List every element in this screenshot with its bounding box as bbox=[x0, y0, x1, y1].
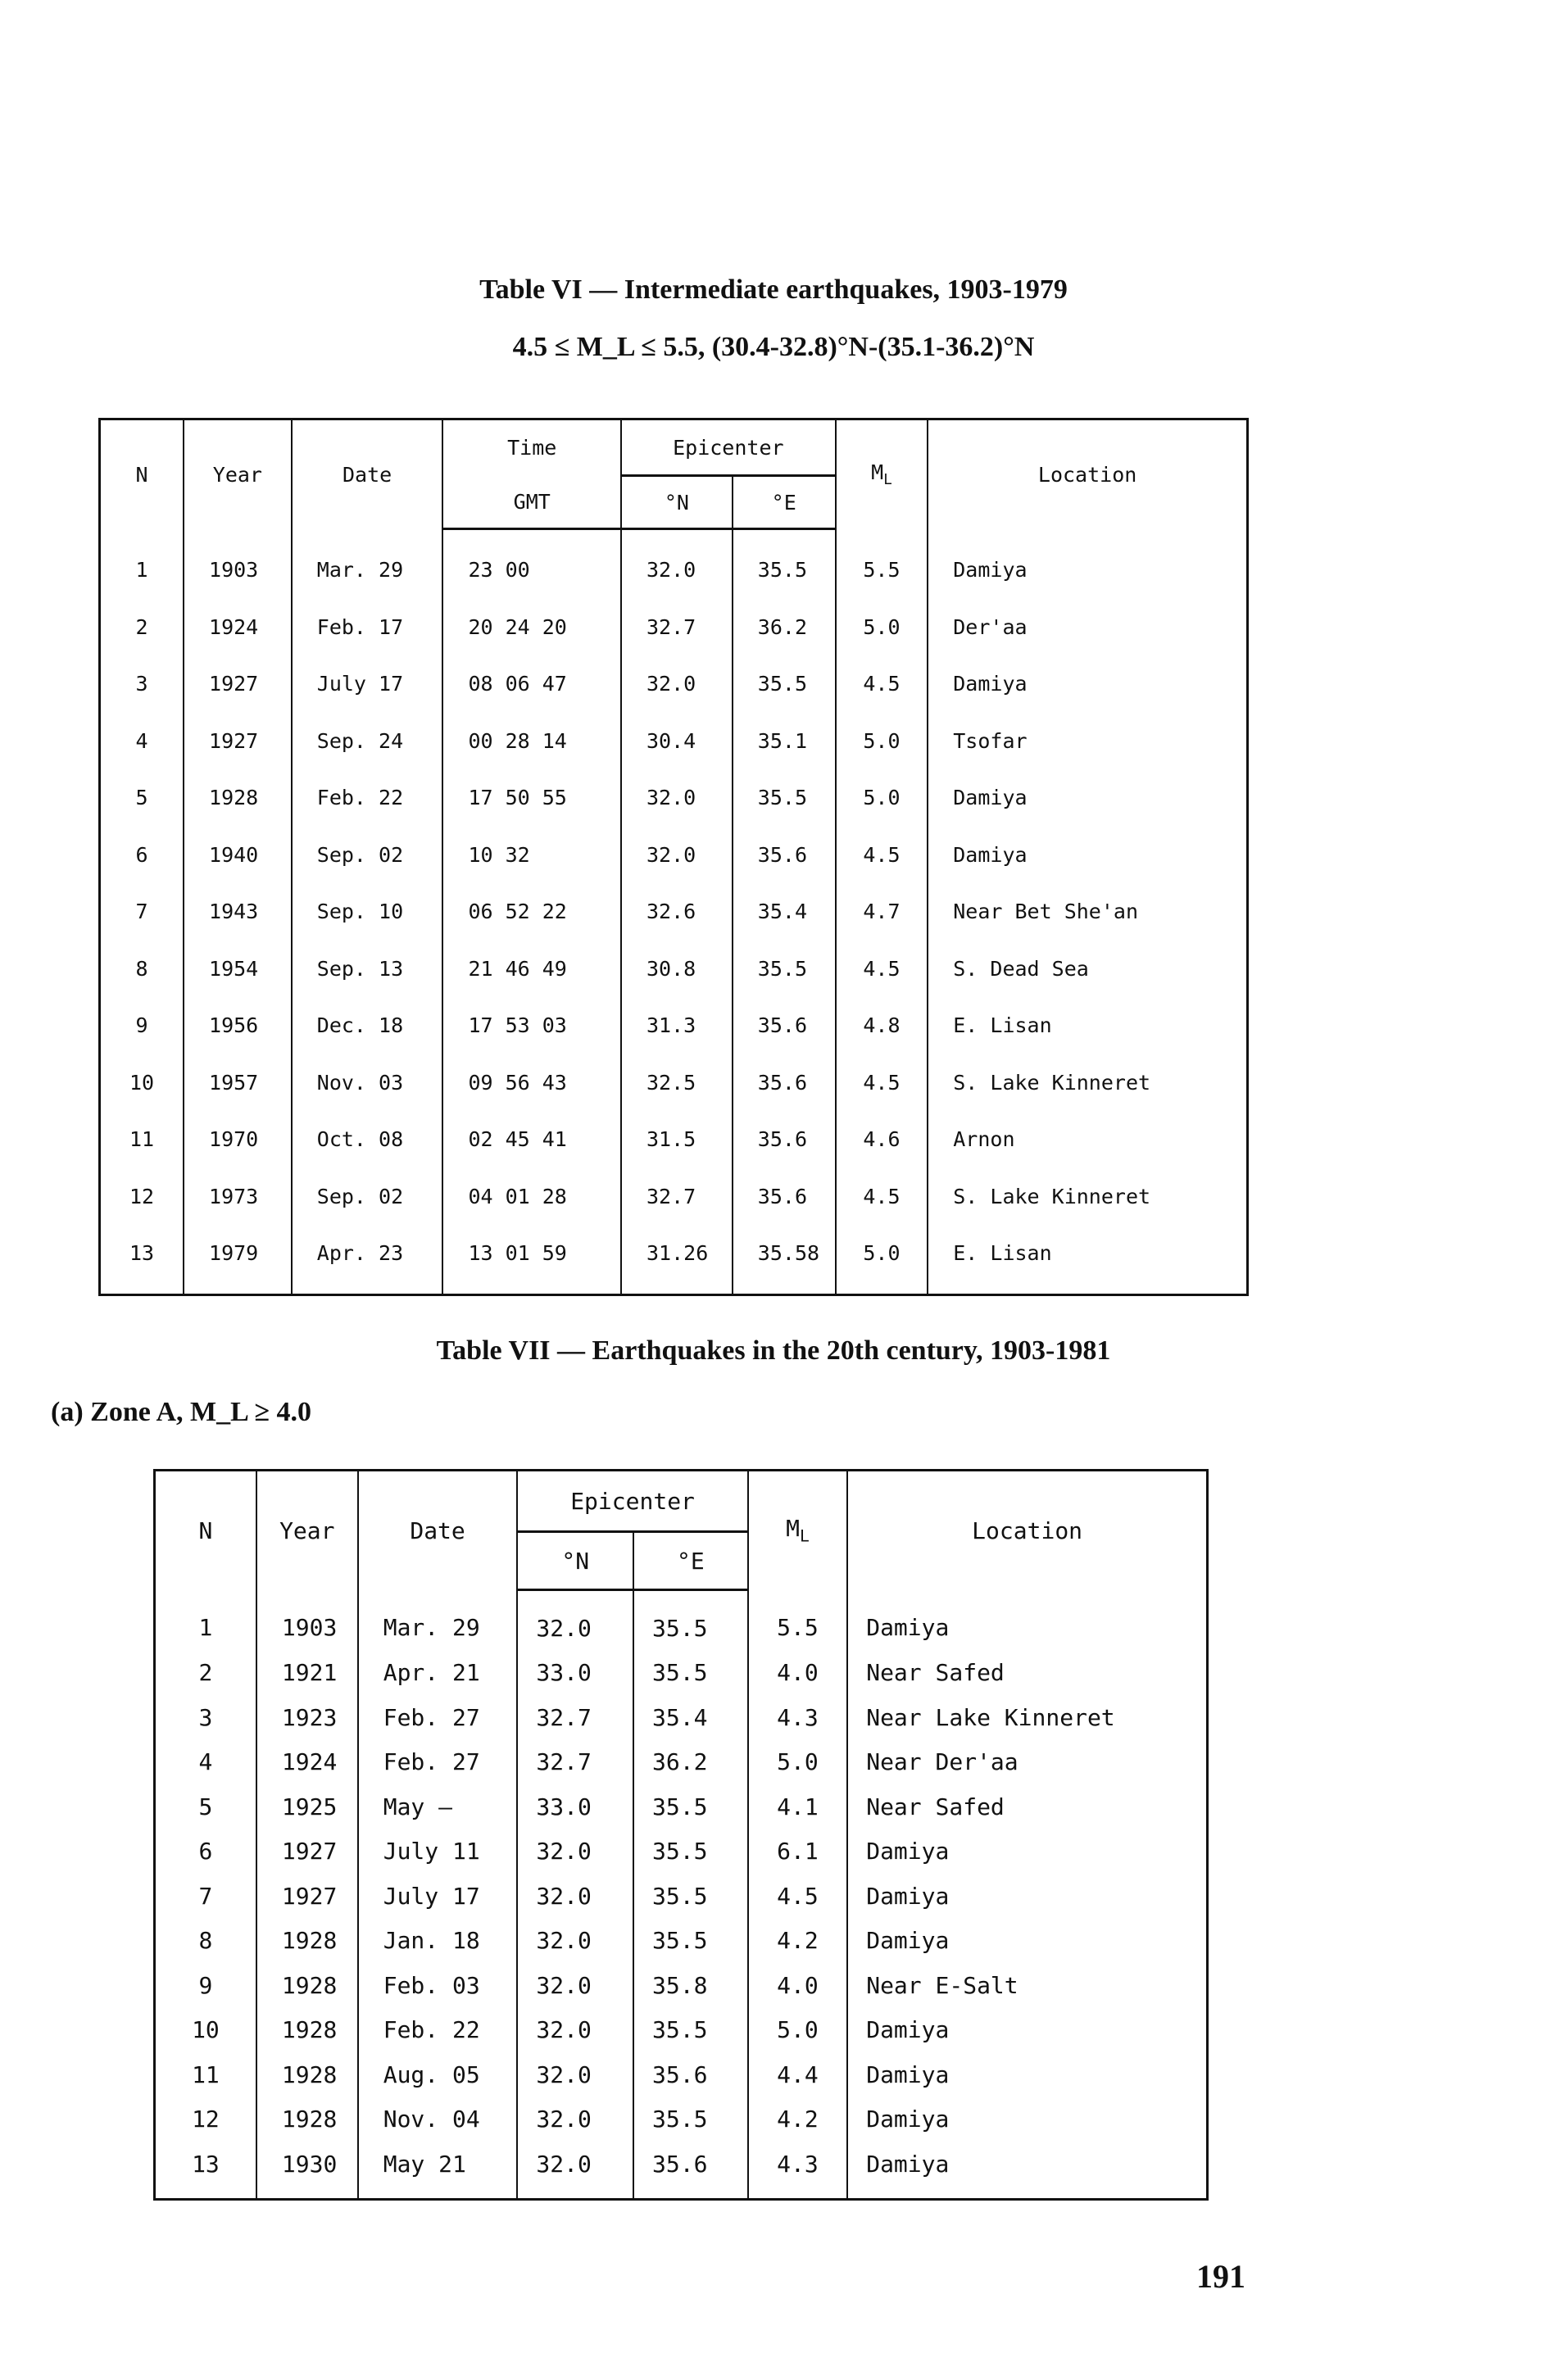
cell-ml: 4.6 bbox=[836, 1111, 928, 1168]
cell-date: Jan. 18 bbox=[358, 1919, 518, 1964]
col-n-header: N bbox=[100, 419, 184, 529]
cell-time: 00 28 14 bbox=[442, 713, 621, 770]
cell-date: Apr. 21 bbox=[358, 1651, 518, 1696]
table-row bbox=[155, 1695, 1208, 1740]
cell-year: 1970 bbox=[184, 1111, 292, 1168]
cell-lat: 31.5 bbox=[621, 1111, 733, 1168]
cell-ml: 4.0 bbox=[748, 1651, 848, 1696]
cell-date: Sep. 02 bbox=[292, 827, 443, 884]
cell-date: Feb. 27 bbox=[358, 1695, 518, 1740]
table-row bbox=[100, 1168, 1248, 1226]
cell-year: 1928 bbox=[256, 2097, 358, 2142]
cell-ml: 4.3 bbox=[748, 2142, 848, 2199]
col-date-header: Date bbox=[358, 1471, 518, 1590]
cell-lat: 31.26 bbox=[621, 1225, 733, 1294]
cell-date: Oct. 08 bbox=[292, 1111, 443, 1168]
cell-n: 5 bbox=[155, 1784, 256, 1829]
cell-year: 1921 bbox=[256, 1651, 358, 1696]
cell-lat: 32.0 bbox=[517, 2008, 633, 2053]
cell-ml: 5.0 bbox=[836, 713, 928, 770]
cell-n: 3 bbox=[100, 655, 184, 713]
cell-time: 10 32 bbox=[442, 827, 621, 884]
cell-lon: 35.6 bbox=[733, 827, 836, 884]
cell-lon: 35.6 bbox=[733, 1168, 836, 1226]
table-row bbox=[155, 1740, 1208, 1785]
cell-lat: 32.0 bbox=[517, 1963, 633, 2008]
cell-location: Damiya bbox=[847, 2142, 1207, 2199]
cell-lat: 32.0 bbox=[621, 769, 733, 827]
cell-lat: 32.0 bbox=[517, 1874, 633, 1919]
cell-lat: 32.0 bbox=[517, 2142, 633, 2199]
cell-lon: 35.5 bbox=[633, 1829, 748, 1875]
cell-date: May 21 bbox=[358, 2142, 518, 2199]
cell-ml: 4.0 bbox=[748, 1963, 848, 2008]
cell-date: July 17 bbox=[358, 1874, 518, 1919]
col-location-header: Location bbox=[847, 1471, 1207, 1590]
cell-location: Near E-Salt bbox=[847, 1963, 1207, 2008]
cell-lon: 35.5 bbox=[633, 1590, 748, 1651]
cell-lat: 32.0 bbox=[621, 827, 733, 884]
cell-n: 7 bbox=[100, 883, 184, 941]
cell-location: Damiya bbox=[847, 2097, 1207, 2142]
cell-location: Damiya bbox=[847, 1874, 1207, 1919]
cell-lon: 35.6 bbox=[733, 997, 836, 1054]
cell-ml: 5.0 bbox=[748, 1740, 848, 1785]
cell-time: 23 00 bbox=[442, 529, 621, 599]
cell-lon: 35.6 bbox=[733, 1111, 836, 1168]
cell-ml: 5.5 bbox=[748, 1590, 848, 1651]
cell-year: 1957 bbox=[184, 1054, 292, 1112]
cell-location: Near Der'aa bbox=[847, 1740, 1207, 1785]
cell-lat: 32.0 bbox=[517, 2052, 633, 2097]
table6-subtitle: 4.5 ≤ M_L ≤ 5.5, (30.4-32.8)°N-(35.1-36.2)°N bbox=[512, 332, 1035, 362]
cell-location: Damiya bbox=[928, 529, 1247, 599]
cell-year: 1928 bbox=[184, 769, 292, 827]
cell-year: 1927 bbox=[184, 655, 292, 713]
cell-date: July 11 bbox=[358, 1829, 518, 1875]
cell-n: 2 bbox=[155, 1651, 256, 1696]
cell-n: 6 bbox=[100, 827, 184, 884]
cell-year: 1956 bbox=[184, 997, 292, 1054]
cell-year: 1928 bbox=[256, 1963, 358, 2008]
cell-lon: 35.5 bbox=[733, 941, 836, 998]
cell-ml: 5.0 bbox=[836, 1225, 928, 1294]
col-lat-header: °N bbox=[517, 1532, 633, 1590]
cell-n: 9 bbox=[155, 1963, 256, 2008]
cell-ml: 4.3 bbox=[748, 1695, 848, 1740]
cell-lon: 35.4 bbox=[733, 883, 836, 941]
cell-n: 12 bbox=[100, 1168, 184, 1226]
cell-year: 1928 bbox=[256, 2052, 358, 2097]
table7 bbox=[153, 1469, 1209, 2201]
cell-n: 10 bbox=[155, 2008, 256, 2053]
cell-lat: 30.8 bbox=[621, 941, 733, 998]
cell-year: 1930 bbox=[256, 2142, 358, 2199]
cell-n: 1 bbox=[100, 529, 184, 599]
cell-year: 1903 bbox=[256, 1590, 358, 1651]
table-row bbox=[100, 713, 1248, 770]
table-row bbox=[100, 941, 1248, 998]
col-lon-header: °E bbox=[633, 1532, 748, 1590]
cell-lat: 32.0 bbox=[517, 1829, 633, 1875]
col-year-header: Year bbox=[184, 419, 292, 529]
table-row bbox=[100, 1111, 1248, 1168]
cell-location: Damiya bbox=[847, 1919, 1207, 1964]
cell-date: May — bbox=[358, 1784, 518, 1829]
cell-location: S. Dead Sea bbox=[928, 941, 1247, 998]
table-row bbox=[100, 827, 1248, 884]
cell-lon: 35.5 bbox=[733, 769, 836, 827]
cell-lon: 35.6 bbox=[633, 2052, 748, 2097]
cell-ml: 5.5 bbox=[836, 529, 928, 599]
cell-date: Mar. 29 bbox=[292, 529, 443, 599]
table-row bbox=[155, 2008, 1208, 2053]
cell-year: 1925 bbox=[256, 1784, 358, 1829]
cell-ml: 5.0 bbox=[836, 769, 928, 827]
cell-year: 1927 bbox=[256, 1874, 358, 1919]
cell-n: 12 bbox=[155, 2097, 256, 2142]
cell-location: Damiya bbox=[847, 2052, 1207, 2097]
table-row bbox=[100, 529, 1248, 599]
cell-date: July 17 bbox=[292, 655, 443, 713]
table-row bbox=[100, 655, 1248, 713]
table6 bbox=[98, 418, 1249, 1296]
cell-lat: 32.6 bbox=[621, 883, 733, 941]
table-row bbox=[100, 997, 1248, 1054]
cell-location: Damiya bbox=[847, 1829, 1207, 1875]
cell-year: 1927 bbox=[184, 713, 292, 770]
cell-lon: 35.5 bbox=[633, 2008, 748, 2053]
cell-ml: 5.0 bbox=[836, 599, 928, 656]
table-row bbox=[155, 1963, 1208, 2008]
cell-ml: 4.2 bbox=[748, 2097, 848, 2142]
cell-location: Damiya bbox=[847, 2008, 1207, 2053]
col-ml-header: $M_L$ bbox=[748, 1471, 848, 1590]
table-row bbox=[155, 1874, 1208, 1919]
cell-location: Near Bet She'an bbox=[928, 883, 1247, 941]
cell-time: 06 52 22 bbox=[442, 883, 621, 941]
cell-date: Apr. 23 bbox=[292, 1225, 443, 1294]
table-row bbox=[100, 599, 1248, 656]
cell-year: 1979 bbox=[184, 1225, 292, 1294]
cell-ml: 4.5 bbox=[748, 1874, 848, 1919]
col-year-header: Year bbox=[256, 1471, 358, 1590]
cell-lat: 32.7 bbox=[517, 1740, 633, 1785]
table-row bbox=[100, 769, 1248, 827]
table6-title: Table VI — Intermediate earthquakes, 1903-1979 bbox=[479, 274, 1068, 305]
cell-lon: 36.2 bbox=[733, 599, 836, 656]
col-n-header: N bbox=[155, 1471, 256, 1590]
cell-date: Feb. 22 bbox=[292, 769, 443, 827]
cell-location: E. Lisan bbox=[928, 997, 1247, 1054]
cell-n: 13 bbox=[100, 1225, 184, 1294]
cell-location: Near Safed bbox=[847, 1651, 1207, 1696]
cell-n: 10 bbox=[100, 1054, 184, 1112]
cell-time: 17 53 03 bbox=[442, 997, 621, 1054]
cell-date: Feb. 03 bbox=[358, 1963, 518, 2008]
table7-body bbox=[155, 1590, 1208, 2200]
cell-ml: 4.7 bbox=[836, 883, 928, 941]
cell-lat: 33.0 bbox=[517, 1651, 633, 1696]
cell-time: 09 56 43 bbox=[442, 1054, 621, 1112]
table-row bbox=[100, 883, 1248, 941]
cell-n: 13 bbox=[155, 2142, 256, 2199]
table7-title: Table VII — Earthquakes in the 20th century, 1903-1981 bbox=[436, 1335, 1111, 1366]
table-row bbox=[155, 1784, 1208, 1829]
table-row bbox=[155, 2097, 1208, 2142]
cell-date: Sep. 24 bbox=[292, 713, 443, 770]
table-row bbox=[155, 1651, 1208, 1696]
cell-location: Damiya bbox=[928, 827, 1247, 884]
cell-n: 11 bbox=[100, 1111, 184, 1168]
col-date-header: Date bbox=[292, 419, 443, 529]
cell-lon: 35.8 bbox=[633, 1963, 748, 2008]
cell-year: 1940 bbox=[184, 827, 292, 884]
cell-location: Near Safed bbox=[847, 1784, 1207, 1829]
cell-location: Tsofar bbox=[928, 713, 1247, 770]
cell-year: 1954 bbox=[184, 941, 292, 998]
cell-lon: 35.1 bbox=[733, 713, 836, 770]
cell-n: 8 bbox=[155, 1919, 256, 1964]
col-time-header: Time bbox=[442, 419, 621, 476]
cell-year: 1973 bbox=[184, 1168, 292, 1226]
cell-ml: 4.5 bbox=[836, 1168, 928, 1226]
cell-location: S. Lake Kinneret bbox=[928, 1054, 1247, 1112]
cell-year: 1928 bbox=[256, 2008, 358, 2053]
cell-lat: 32.5 bbox=[621, 1054, 733, 1112]
cell-date: Feb. 17 bbox=[292, 599, 443, 656]
cell-n: 7 bbox=[155, 1874, 256, 1919]
cell-n: 5 bbox=[100, 769, 184, 827]
col-gmt-header: GMT bbox=[442, 476, 621, 529]
table7-section-label: (a) Zone A, M_L ≥ 4.0 bbox=[51, 1397, 312, 1427]
cell-ml: 5.0 bbox=[748, 2008, 848, 2053]
cell-location: S. Lake Kinneret bbox=[928, 1168, 1247, 1226]
cell-lat: 32.0 bbox=[517, 1919, 633, 1964]
cell-n: 4 bbox=[100, 713, 184, 770]
cell-lat: 31.3 bbox=[621, 997, 733, 1054]
cell-n: 9 bbox=[100, 997, 184, 1054]
col-lon-header: °E bbox=[733, 476, 836, 529]
cell-date: Feb. 22 bbox=[358, 2008, 518, 2053]
cell-time: 13 01 59 bbox=[442, 1225, 621, 1294]
cell-lat: 32.7 bbox=[621, 1168, 733, 1226]
cell-n: 1 bbox=[155, 1590, 256, 1651]
cell-time: 20 24 20 bbox=[442, 599, 621, 656]
cell-year: 1924 bbox=[256, 1740, 358, 1785]
cell-lon: 36.2 bbox=[633, 1740, 748, 1785]
col-ml-header: $M_L$ bbox=[836, 419, 928, 529]
cell-time: 21 46 49 bbox=[442, 941, 621, 998]
cell-lat: 32.0 bbox=[517, 1590, 633, 1651]
cell-lat: 32.7 bbox=[517, 1695, 633, 1740]
cell-ml: 4.4 bbox=[748, 2052, 848, 2097]
cell-date: Feb. 27 bbox=[358, 1740, 518, 1785]
cell-lat: 32.0 bbox=[517, 2097, 633, 2142]
cell-location: Arnon bbox=[928, 1111, 1247, 1168]
cell-lon: 35.5 bbox=[633, 1919, 748, 1964]
cell-lon: 35.6 bbox=[733, 1054, 836, 1112]
cell-lon: 35.5 bbox=[733, 529, 836, 599]
cell-location: Damiya bbox=[928, 655, 1247, 713]
cell-ml: 4.5 bbox=[836, 655, 928, 713]
cell-time: 02 45 41 bbox=[442, 1111, 621, 1168]
cell-location: E. Lisan bbox=[928, 1225, 1247, 1294]
cell-time: 08 06 47 bbox=[442, 655, 621, 713]
cell-n: 8 bbox=[100, 941, 184, 998]
page-number: 191 bbox=[1196, 2258, 1245, 2295]
table-row bbox=[155, 1829, 1208, 1875]
col-epicenter-header: Epicenter bbox=[517, 1471, 747, 1532]
table-row bbox=[155, 1590, 1208, 1651]
cell-ml: 4.2 bbox=[748, 1919, 848, 1964]
cell-lon: 35.5 bbox=[633, 1651, 748, 1696]
table-row bbox=[100, 1054, 1248, 1112]
cell-date: Sep. 02 bbox=[292, 1168, 443, 1226]
cell-location: Damiya bbox=[847, 1590, 1207, 1651]
cell-year: 1924 bbox=[184, 599, 292, 656]
cell-date: Sep. 10 bbox=[292, 883, 443, 941]
cell-date: Dec. 18 bbox=[292, 997, 443, 1054]
cell-ml: 6.1 bbox=[748, 1829, 848, 1875]
table7-header bbox=[155, 1471, 1208, 1590]
cell-lon: 35.58 bbox=[733, 1225, 836, 1294]
cell-location: Der'aa bbox=[928, 599, 1247, 656]
cell-date: Nov. 03 bbox=[292, 1054, 443, 1112]
table-row bbox=[155, 2052, 1208, 2097]
cell-date: Mar. 29 bbox=[358, 1590, 518, 1651]
table-row bbox=[155, 2142, 1208, 2199]
cell-ml: 4.1 bbox=[748, 1784, 848, 1829]
cell-lon: 35.5 bbox=[633, 1784, 748, 1829]
cell-date: Sep. 13 bbox=[292, 941, 443, 998]
cell-ml: 4.5 bbox=[836, 827, 928, 884]
cell-ml: 4.8 bbox=[836, 997, 928, 1054]
cell-year: 1927 bbox=[256, 1829, 358, 1875]
cell-n: 3 bbox=[155, 1695, 256, 1740]
cell-year: 1928 bbox=[256, 1919, 358, 1964]
table6-header bbox=[100, 419, 1248, 529]
cell-ml: 4.5 bbox=[836, 941, 928, 998]
cell-lat: 33.0 bbox=[517, 1784, 633, 1829]
cell-lon: 35.5 bbox=[633, 2097, 748, 2142]
cell-year: 1943 bbox=[184, 883, 292, 941]
cell-date: Nov. 04 bbox=[358, 2097, 518, 2142]
cell-lon: 35.6 bbox=[633, 2142, 748, 2199]
table6-body bbox=[100, 529, 1248, 1295]
cell-lat: 30.4 bbox=[621, 713, 733, 770]
cell-location: Damiya bbox=[928, 769, 1247, 827]
table-row bbox=[100, 1225, 1248, 1294]
cell-lat: 32.0 bbox=[621, 529, 733, 599]
cell-lon: 35.5 bbox=[633, 1874, 748, 1919]
cell-lat: 32.7 bbox=[621, 599, 733, 656]
table-row bbox=[155, 1919, 1208, 1964]
col-location-header: Location bbox=[928, 419, 1247, 529]
cell-lat: 32.0 bbox=[621, 655, 733, 713]
cell-n: 2 bbox=[100, 599, 184, 656]
col-epicenter-header: Epicenter bbox=[621, 419, 836, 476]
cell-ml: 4.5 bbox=[836, 1054, 928, 1112]
cell-n: 4 bbox=[155, 1740, 256, 1785]
cell-lon: 35.5 bbox=[733, 655, 836, 713]
cell-time: 17 50 55 bbox=[442, 769, 621, 827]
cell-lon: 35.4 bbox=[633, 1695, 748, 1740]
cell-year: 1923 bbox=[256, 1695, 358, 1740]
cell-n: 6 bbox=[155, 1829, 256, 1875]
cell-date: Aug. 05 bbox=[358, 2052, 518, 2097]
cell-time: 04 01 28 bbox=[442, 1168, 621, 1226]
cell-location: Near Lake Kinneret bbox=[847, 1695, 1207, 1740]
cell-n: 11 bbox=[155, 2052, 256, 2097]
col-lat-header: °N bbox=[621, 476, 733, 529]
cell-year: 1903 bbox=[184, 529, 292, 599]
